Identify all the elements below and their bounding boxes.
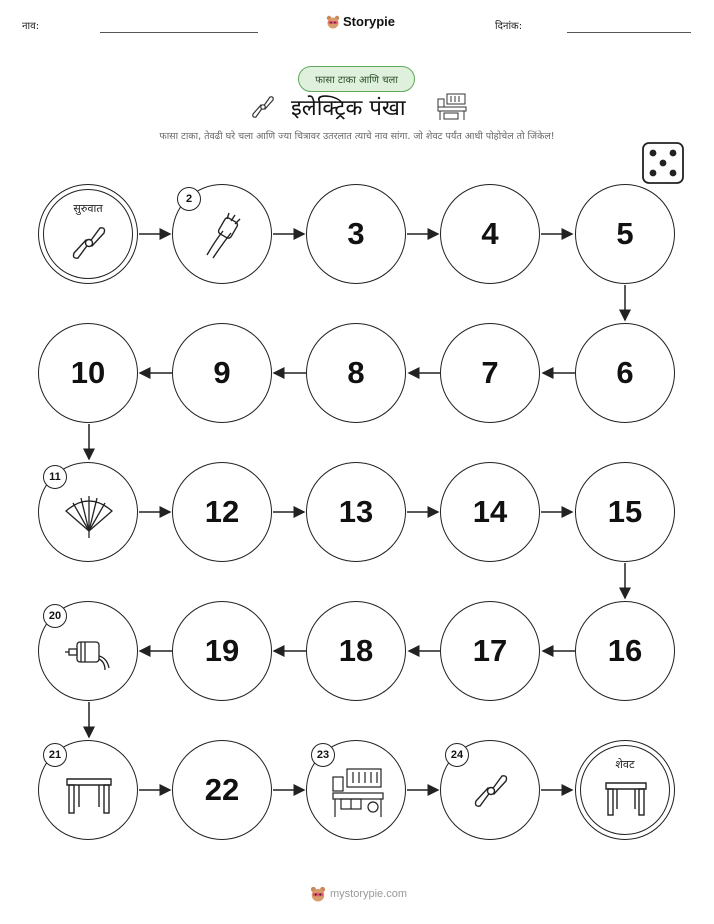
end-label: शेवट [615, 758, 635, 771]
cell-number-badge: 24 [445, 743, 469, 767]
fan-blade-icon [251, 94, 275, 120]
cell-number-badge: 23 [311, 743, 335, 767]
hand-fan-icon [63, 493, 115, 539]
cell-number: 12 [204, 494, 240, 529]
motor-icon [65, 634, 115, 672]
cell-number: 18 [338, 633, 374, 668]
table-icon [65, 773, 113, 815]
board-cell-9[interactable] [172, 323, 272, 423]
board-cell-22[interactable] [172, 740, 272, 840]
cell-number: 17 [472, 633, 508, 668]
board-cell-10[interactable] [38, 323, 138, 423]
page-title: इलेक्ट्रिक पंखा [291, 96, 406, 121]
cell-number-badge: 11 [43, 465, 67, 489]
board-cell-7[interactable] [440, 323, 540, 423]
board-cell-3[interactable] [306, 184, 406, 284]
board-cell-end[interactable] [575, 740, 675, 840]
footer [310, 886, 407, 902]
board-cell-13[interactable] [306, 462, 406, 562]
cell-number: 4 [481, 216, 499, 251]
workshop-icon [436, 93, 468, 121]
fan-blade-icon [69, 223, 109, 263]
table-icon [604, 779, 648, 819]
wires-icon [201, 211, 245, 261]
workshop-icon [331, 767, 385, 819]
board-cell-12[interactable] [172, 462, 272, 562]
board-cell-5[interactable] [575, 184, 675, 284]
footer-url[interactable]: mystorypie.com [330, 888, 408, 900]
board-cell-14[interactable] [440, 462, 540, 562]
fan-blade-icon [471, 771, 511, 811]
cell-number: 6 [616, 355, 634, 390]
board-cell-8[interactable] [306, 323, 406, 423]
cell-number: 8 [347, 355, 365, 390]
board-cell-23[interactable] [306, 740, 406, 840]
cell-number: 5 [616, 216, 634, 251]
cell-number-badge: 2 [177, 187, 201, 211]
board-cell-21[interactable] [38, 740, 138, 840]
board-cell-4[interactable] [440, 184, 540, 284]
cell-number: 9 [213, 355, 231, 390]
board-cell-2[interactable] [172, 184, 272, 284]
start-label: सुरुवात [73, 202, 103, 215]
board-cell-19[interactable] [172, 601, 272, 701]
instructions: फासा टाका, तेवढी घरे चला आणि ज्या चित्रावर उतरलात त्याचे नाव सांगा. जो शेवट पर्यंत आधी पोहोचेल तो जिंकेल! [159, 131, 555, 142]
cell-number: 14 [472, 494, 508, 529]
cell-number-badge: 21 [43, 743, 67, 767]
cell-number: 19 [204, 633, 240, 668]
board-cell-15[interactable] [575, 462, 675, 562]
name-label: नाव: [22, 21, 40, 32]
storypie-bear-icon [310, 886, 326, 902]
cell-number: 3 [347, 216, 365, 251]
cell-number: 15 [607, 494, 643, 529]
cell-number-badge: 20 [43, 604, 67, 628]
board-cell-18[interactable] [306, 601, 406, 701]
board-cell-17[interactable] [440, 601, 540, 701]
board-cell-6[interactable] [575, 323, 675, 423]
cell-number: 13 [338, 494, 374, 529]
cell-number: 16 [607, 633, 643, 668]
board-cell-20[interactable] [38, 601, 138, 701]
cell-number: 7 [481, 355, 499, 390]
cell-number: 10 [70, 355, 106, 390]
cell-number: 22 [204, 772, 240, 807]
board-cell-11[interactable] [38, 462, 138, 562]
game-tag: फासा टाका आणि चला [298, 66, 415, 92]
board-cell-16[interactable] [575, 601, 675, 701]
board-cell-start[interactable] [38, 184, 138, 284]
board-cell-24[interactable] [440, 740, 540, 840]
date-label: दिनांक: [495, 21, 523, 32]
brand-name: Storypie [343, 14, 396, 29]
